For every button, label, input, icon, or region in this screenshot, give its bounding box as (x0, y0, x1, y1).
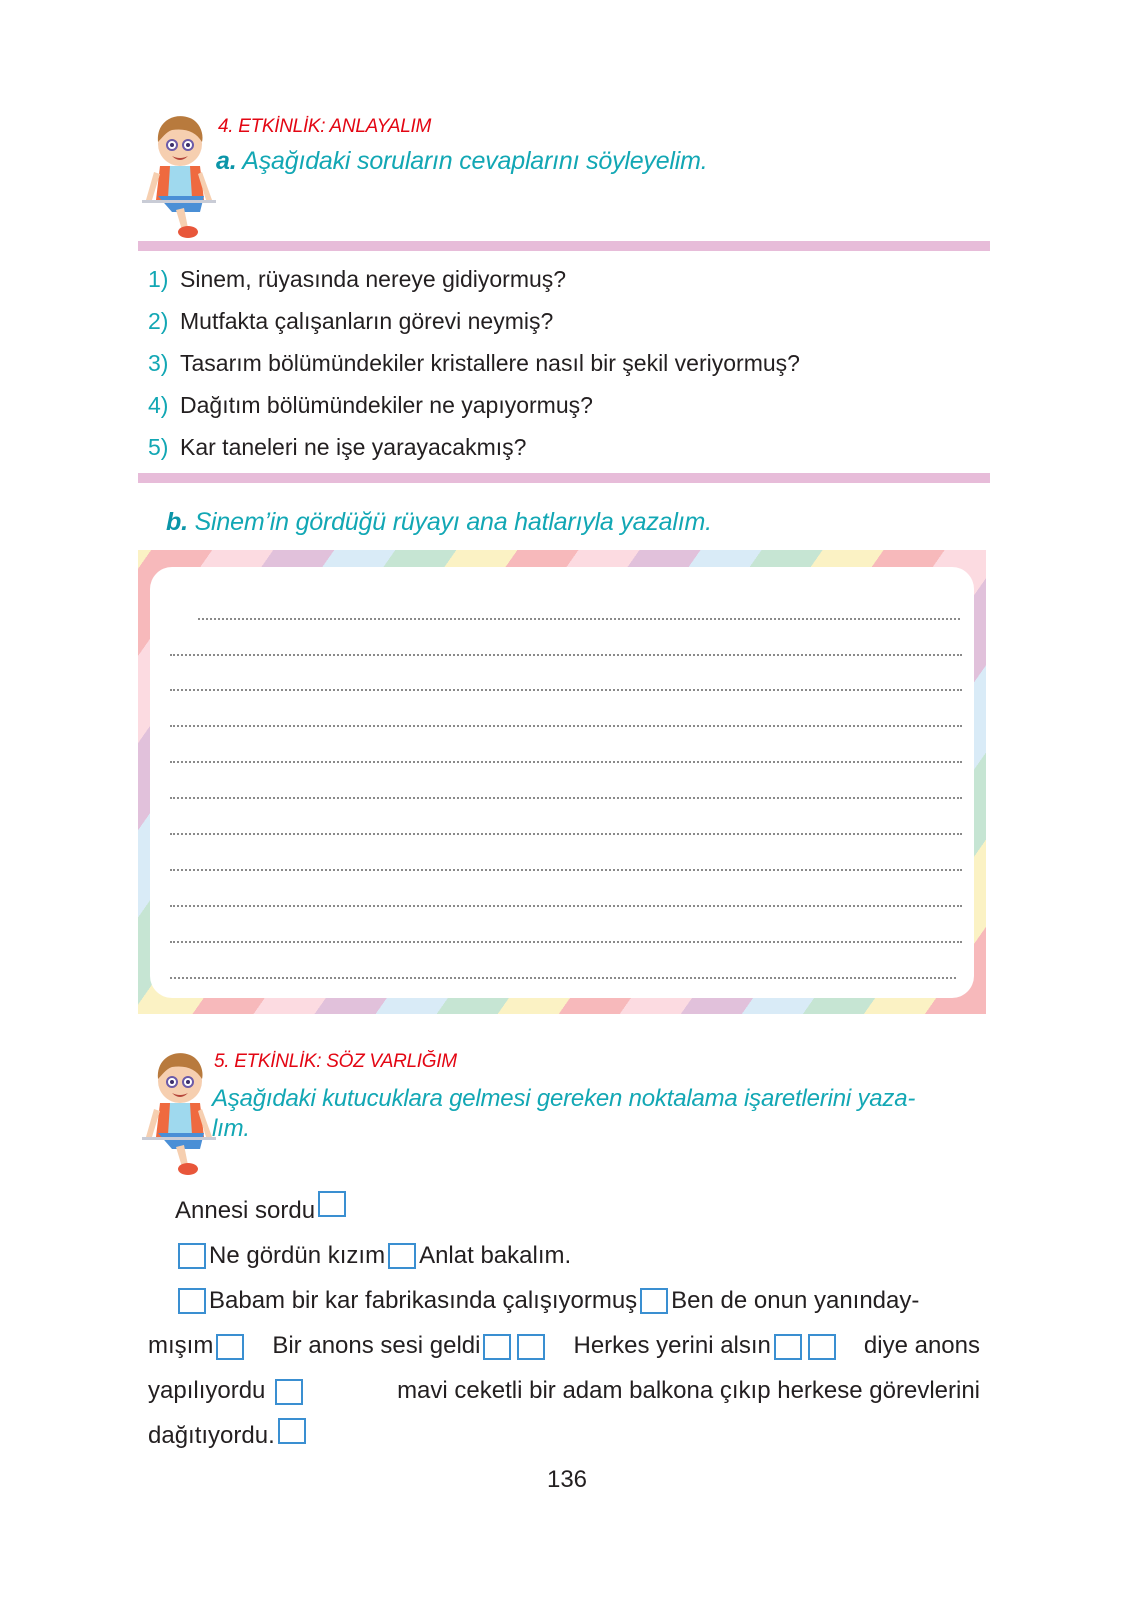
question-text: Sinem, rüyasında nereye gidiyormuş? (180, 265, 567, 292)
boy-character-illustration (138, 1045, 218, 1180)
passage-segment (272, 1323, 548, 1368)
writing-area[interactable] (150, 567, 974, 998)
writing-line-7[interactable] (170, 833, 962, 835)
instruction-line-2: lım. (212, 1115, 250, 1142)
passage-text: diye anons (863, 1332, 980, 1359)
punctuation-box-6[interactable] (216, 1334, 244, 1360)
writing-line-9[interactable] (170, 905, 962, 907)
activity-5-instruction (212, 1085, 1002, 1143)
part-a-text: Aşağıdaki soruların cevaplarını söyleyelim. (242, 147, 708, 175)
question-number: 3) (148, 349, 169, 376)
passage-text: Ben de onun yanınday- (671, 1287, 920, 1314)
punctuation-box-5[interactable] (640, 1288, 668, 1314)
writing-line-4[interactable] (170, 725, 962, 727)
question-number: 2) (148, 307, 169, 334)
passage-text: Anlat bakalım. (419, 1242, 572, 1269)
question-item (148, 384, 988, 426)
punctuation-box-9[interactable] (774, 1334, 802, 1360)
question-text: Mutfakta çalışanların görevi neymiş? (180, 307, 554, 334)
passage-text: Annesi sordu (175, 1197, 316, 1224)
passage-line-1 (148, 1188, 980, 1233)
punctuation-box-3[interactable] (388, 1243, 416, 1269)
part-b-label: b. (166, 508, 188, 536)
top-divider-bar (138, 241, 990, 251)
punctuation-box-10[interactable] (808, 1334, 836, 1360)
punctuation-box-7[interactable] (483, 1334, 511, 1360)
passage-text: Herkes yerini alsın (573, 1332, 771, 1359)
part-b-text: Sinem’in gördüğü rüyayı ana hatlarıyla yazalım. (194, 508, 712, 536)
passage-line-2 (148, 1233, 980, 1278)
passage-line-3 (148, 1278, 980, 1323)
punctuation-box-8[interactable] (517, 1334, 545, 1360)
question-number: 4) (148, 391, 169, 418)
passage-line-6 (148, 1413, 980, 1458)
writing-line-5[interactable] (170, 761, 962, 763)
rainbow-writing-frame (138, 550, 986, 1014)
writing-line-2[interactable] (170, 654, 962, 656)
part-a-label: a. (216, 147, 237, 175)
activity-5-title: 5. ETKİNLİK: SÖZ VARLIĞIM (214, 1051, 457, 1072)
passage-text: Babam bir kar fabrikasında çalışıyormuş (209, 1287, 638, 1314)
writing-line-10[interactable] (170, 941, 962, 943)
passage-text: dağıtıyordu. (148, 1422, 275, 1449)
question-number: 5) (148, 433, 169, 460)
page-number: 136 (546, 1466, 588, 1493)
questions-list (148, 258, 988, 468)
question-number: 1) (148, 265, 169, 292)
question-item (148, 300, 988, 342)
passage-text: Ne gördün kızım (209, 1242, 386, 1269)
writing-line-6[interactable] (170, 797, 962, 799)
passage-line-4 (148, 1323, 980, 1368)
passage-line-5 (148, 1368, 980, 1413)
punctuation-box-12[interactable] (278, 1418, 306, 1444)
punctuation-box-4[interactable] (178, 1288, 206, 1314)
passage-text: yapılıyordu (148, 1377, 266, 1404)
writing-line-11[interactable] (170, 977, 956, 979)
passage-text: mavi ceketli bir adam balkona çıkıp herkese görevlerini (397, 1377, 980, 1404)
question-item (148, 426, 988, 468)
passage-text: Bir anons sesi geldi (272, 1332, 481, 1359)
question-text: Tasarım bölümündekiler kristallere nasıl bir şekil veriyormuş? (180, 349, 800, 376)
question-item (148, 342, 988, 384)
instruction-line-1: Aşağıdaki kutucuklara gelmesi gereken noktalama işaretlerini yaza- (212, 1085, 916, 1112)
part-b-instruction (166, 508, 712, 537)
passage-segment (573, 1323, 838, 1368)
bottom-divider-bar (138, 473, 990, 483)
writing-line-8[interactable] (170, 869, 962, 871)
punctuation-box-1[interactable] (318, 1191, 346, 1217)
question-text: Dağıtım bölümündekiler ne yapıyormuş? (180, 391, 593, 418)
writing-line-3[interactable] (170, 689, 962, 691)
writing-line-1[interactable] (198, 618, 960, 620)
passage-segment (148, 1368, 306, 1413)
punctuation-passage (148, 1188, 980, 1458)
passage-text: mışım (148, 1332, 214, 1359)
question-text: Kar taneleri ne işe yarayacakmış? (180, 433, 527, 460)
punctuation-box-2[interactable] (178, 1243, 206, 1269)
activity-4-title: 4. ETKİNLİK: ANLAYALIM (218, 116, 432, 137)
boy-character-illustration (138, 108, 218, 243)
part-a-instruction (216, 147, 708, 176)
question-item (148, 258, 988, 300)
passage-segment (148, 1323, 247, 1368)
punctuation-box-11[interactable] (275, 1379, 303, 1405)
